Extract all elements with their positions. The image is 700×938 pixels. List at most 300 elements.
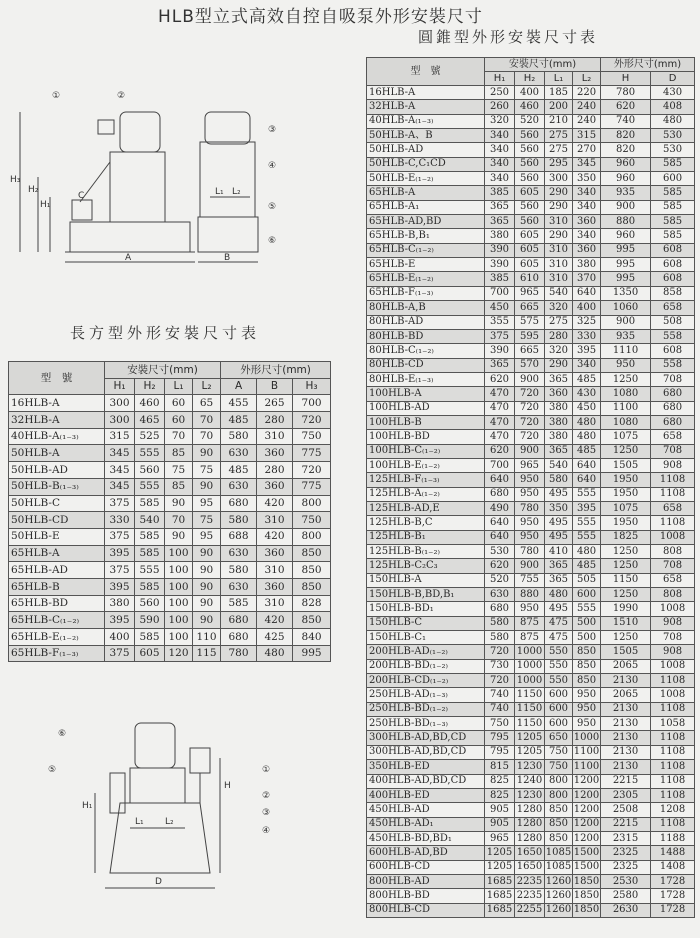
value-cell: 965 — [485, 831, 515, 845]
model-cell: 125HLB-B,C — [367, 516, 485, 530]
model-cell: 50HLB-B₍₁₋₃₎ — [9, 478, 105, 495]
value-cell: 325 — [573, 315, 601, 329]
value-cell: 720 — [485, 645, 515, 659]
value-cell: 240 — [573, 100, 601, 114]
value-cell: 1505 — [601, 458, 651, 472]
value-cell: 580 — [545, 473, 573, 487]
model-cell: 65HLB-B,B₁ — [367, 229, 485, 243]
model-cell: 100HLB-BD — [367, 430, 485, 444]
value-cell: 555 — [573, 530, 601, 544]
model-cell: 150HLB-C — [367, 616, 485, 630]
value-cell: 375 — [105, 562, 135, 579]
value-cell: 290 — [545, 358, 573, 372]
table-row — [367, 516, 695, 530]
value-cell: 555 — [135, 562, 165, 579]
model-cell: 65HLB-F₍₁₋₃₎ — [367, 286, 485, 300]
value-cell: 580 — [485, 631, 515, 645]
value-cell: 905 — [485, 803, 515, 817]
model-cell: 50HLB-E₍₁₋₂₎ — [367, 172, 485, 186]
table-row — [367, 645, 695, 659]
label-h3: H₃ — [10, 175, 21, 185]
value-cell: 995 — [601, 258, 651, 272]
model-cell: 65HLB-C₍₁₋₂₎ — [367, 243, 485, 257]
value-cell: 65 — [193, 395, 221, 412]
value-cell: 1240 — [515, 774, 545, 788]
table-row — [367, 731, 695, 745]
value-cell: 95 — [193, 528, 221, 545]
value-cell: 640 — [485, 473, 515, 487]
callout-6: ⑥ — [268, 236, 277, 246]
value-cell: 900 — [515, 372, 545, 386]
value-cell: 1230 — [515, 788, 545, 802]
value-cell: 605 — [515, 243, 545, 257]
value-cell: 908 — [651, 458, 695, 472]
value-cell: 1000 — [515, 659, 545, 673]
value-cell: 950 — [601, 358, 651, 372]
value-cell: 2235 — [515, 889, 545, 903]
value-cell: 500 — [573, 631, 601, 645]
model-cell: 65HLB-BD — [9, 595, 105, 612]
value-cell: 320 — [485, 114, 515, 128]
value-cell: 680 — [485, 602, 515, 616]
subheader-cell: H₁ — [105, 378, 135, 395]
value-cell: 585 — [651, 157, 695, 171]
value-cell: 485 — [221, 412, 257, 429]
table-row — [367, 487, 695, 501]
value-cell: 360 — [573, 243, 601, 257]
value-cell: 795 — [485, 745, 515, 759]
value-cell: 960 — [601, 229, 651, 243]
value-cell: 360 — [573, 215, 601, 229]
model-cell: 100HLB-AD — [367, 401, 485, 415]
model-cell: 150HLB-BD₁ — [367, 602, 485, 616]
value-cell: 585 — [651, 200, 695, 214]
page-title: HLB型立式高效自控自吸泵外形安裝尺寸 — [158, 7, 483, 27]
value-cell: 600 — [545, 688, 573, 702]
model-cell: 65HLB-A₁ — [367, 200, 485, 214]
value-cell: 620 — [485, 372, 515, 386]
value-cell: 680 — [485, 487, 515, 501]
label-a: A — [125, 253, 132, 263]
value-cell: 1505 — [601, 645, 651, 659]
table-row — [367, 186, 695, 200]
value-cell: 560 — [515, 172, 545, 186]
value-cell: 430 — [573, 387, 601, 401]
value-cell: 658 — [651, 301, 695, 315]
table-row — [367, 874, 695, 888]
value-cell: 70 — [193, 412, 221, 429]
label-b: B — [224, 253, 231, 263]
table-row — [367, 702, 695, 716]
model-cell: 125HLB-B₍₁₋₂₎ — [367, 545, 485, 559]
value-cell: 780 — [515, 545, 545, 559]
value-cell: 680 — [651, 415, 695, 429]
value-cell: 1850 — [573, 903, 601, 917]
table-row — [367, 243, 695, 257]
value-cell: 580 — [485, 616, 515, 630]
value-cell: 700 — [485, 458, 515, 472]
value-cell: 275 — [545, 143, 573, 157]
value-cell: 100 — [165, 578, 193, 595]
subheader-cell: A — [221, 378, 257, 395]
table-row — [9, 595, 331, 612]
table-row — [367, 415, 695, 429]
value-cell: 1150 — [515, 717, 545, 731]
bottom-label-h1: H₁ — [82, 801, 93, 811]
value-cell: 495 — [545, 516, 573, 530]
value-cell: 610 — [515, 272, 545, 286]
value-cell: 345 — [105, 478, 135, 495]
value-cell: 815 — [485, 760, 515, 774]
value-cell: 608 — [651, 344, 695, 358]
value-cell: 708 — [651, 631, 695, 645]
value-cell: 90 — [165, 495, 193, 512]
value-cell: 340 — [573, 186, 601, 200]
value-cell: 630 — [485, 588, 515, 602]
table-row — [367, 501, 695, 515]
value-cell: 1000 — [515, 674, 545, 688]
value-cell: 2530 — [601, 874, 651, 888]
table-row — [367, 588, 695, 602]
model-cell: 50HLB-E — [9, 528, 105, 545]
value-cell: 1000 — [573, 731, 601, 745]
table-row — [367, 172, 695, 186]
model-cell: 65HLB-B — [9, 578, 105, 595]
value-cell: 828 — [293, 595, 331, 612]
value-cell: 505 — [573, 573, 601, 587]
value-cell: 875 — [515, 631, 545, 645]
value-cell: 720 — [293, 412, 331, 429]
value-cell: 295 — [545, 157, 573, 171]
value-cell: 1950 — [601, 516, 651, 530]
label-h1: H₁ — [40, 200, 51, 210]
value-cell: 290 — [545, 229, 573, 243]
value-cell: 740 — [485, 702, 515, 716]
value-cell: 880 — [515, 588, 545, 602]
value-cell: 608 — [651, 272, 695, 286]
value-cell: 280 — [545, 329, 573, 343]
value-cell: 1850 — [573, 874, 601, 888]
model-cell: 250HLB-AD₍₁₋₃₎ — [367, 688, 485, 702]
value-cell: 540 — [135, 512, 165, 529]
value-cell: 90 — [165, 528, 193, 545]
value-cell: 315 — [105, 428, 135, 445]
value-cell: 1260 — [545, 903, 573, 917]
value-cell: 900 — [601, 315, 651, 329]
value-cell: 640 — [485, 516, 515, 530]
value-cell: 585 — [135, 528, 165, 545]
value-cell: 1205 — [485, 860, 515, 874]
value-cell: 400 — [515, 86, 545, 100]
value-cell: 390 — [485, 243, 515, 257]
model-cell: 50HLB-C,C₁CD — [367, 157, 485, 171]
value-cell: 340 — [573, 229, 601, 243]
value-cell: 2630 — [601, 903, 651, 917]
value-cell: 310 — [545, 272, 573, 286]
value-cell: 585 — [651, 186, 695, 200]
value-cell: 345 — [105, 445, 135, 462]
value-cell: 1188 — [651, 831, 695, 845]
table-row — [367, 358, 695, 372]
value-cell: 1008 — [651, 602, 695, 616]
model-cell: 50HLB-A、B — [367, 129, 485, 143]
value-cell: 1728 — [651, 903, 695, 917]
value-cell: 1100 — [573, 745, 601, 759]
model-cell: 65HLB-A — [9, 545, 105, 562]
value-cell: 60 — [165, 395, 193, 412]
value-cell: 1260 — [545, 874, 573, 888]
value-cell: 530 — [651, 143, 695, 157]
bottom-diagram-labels — [48, 729, 270, 887]
value-cell: 800 — [545, 788, 573, 802]
value-cell: 1250 — [601, 631, 651, 645]
value-cell: 608 — [651, 243, 695, 257]
value-cell: 908 — [651, 645, 695, 659]
value-cell: 680 — [221, 495, 257, 512]
value-cell: 120 — [165, 645, 193, 662]
value-cell: 1150 — [515, 688, 545, 702]
table-row — [9, 395, 331, 412]
bottom-callout-3: ③ — [262, 808, 271, 818]
table-row — [367, 430, 695, 444]
value-cell: 370 — [573, 272, 601, 286]
value-cell: 950 — [573, 702, 601, 716]
subheader-cell: L₁ — [545, 72, 573, 86]
value-cell: 75 — [165, 462, 193, 479]
value-cell: 340 — [573, 358, 601, 372]
table-row — [9, 528, 331, 545]
value-cell: 345 — [105, 462, 135, 479]
value-cell: 360 — [257, 545, 293, 562]
value-cell: 600 — [651, 172, 695, 186]
value-cell: 1200 — [573, 803, 601, 817]
value-cell: 1205 — [515, 731, 545, 745]
value-cell: 1008 — [651, 659, 695, 673]
value-cell: 2065 — [601, 659, 651, 673]
model-cell: 150HLB-A — [367, 573, 485, 587]
value-cell: 385 — [485, 272, 515, 286]
value-cell: 300 — [545, 172, 573, 186]
table-row — [9, 412, 331, 429]
model-cell: 16HLB-A — [9, 395, 105, 412]
value-cell: 470 — [485, 401, 515, 415]
value-cell: 450 — [573, 401, 601, 415]
table-row — [9, 612, 331, 629]
value-cell: 720 — [515, 401, 545, 415]
value-cell: 850 — [293, 562, 331, 579]
value-cell: 1250 — [601, 444, 651, 458]
table-row — [367, 272, 695, 286]
value-cell: 740 — [485, 688, 515, 702]
table-row — [367, 860, 695, 874]
model-cell: 16HLB-A — [367, 86, 485, 100]
value-cell: 375 — [105, 528, 135, 545]
value-cell: 310 — [545, 215, 573, 229]
value-cell: 900 — [515, 444, 545, 458]
table-row — [9, 578, 331, 595]
value-cell: 365 — [545, 573, 573, 587]
bottom-callout-5: ⑤ — [48, 765, 57, 775]
value-cell: 585 — [651, 229, 695, 243]
table-row — [367, 674, 695, 688]
value-cell: 600 — [545, 702, 573, 716]
value-cell: 350 — [545, 501, 573, 515]
value-cell: 900 — [515, 559, 545, 573]
value-cell: 380 — [545, 430, 573, 444]
value-cell: 470 — [485, 415, 515, 429]
value-cell: 700 — [485, 286, 515, 300]
table-row — [367, 157, 695, 171]
model-cell: 800HLB-BD — [367, 889, 485, 903]
model-cell: 50HLB-AD — [9, 462, 105, 479]
value-cell: 640 — [573, 473, 601, 487]
table-row — [367, 401, 695, 415]
subheader-cell: L₁ — [165, 378, 193, 395]
value-cell: 1685 — [485, 889, 515, 903]
value-cell: 780 — [515, 501, 545, 515]
label-l2: L₂ — [232, 187, 241, 197]
value-cell: 85 — [165, 478, 193, 495]
value-cell: 70 — [165, 428, 193, 445]
value-cell: 1250 — [601, 372, 651, 386]
value-cell: 100 — [165, 545, 193, 562]
model-cell: 80HLB-A,B — [367, 301, 485, 315]
model-cell: 600HLB-CD — [367, 860, 485, 874]
value-cell: 850 — [573, 674, 601, 688]
value-cell: 850 — [293, 612, 331, 629]
value-cell: 680 — [651, 387, 695, 401]
value-cell: 90 — [193, 562, 221, 579]
value-cell: 1200 — [573, 788, 601, 802]
value-cell: 658 — [651, 501, 695, 515]
value-cell: 480 — [545, 588, 573, 602]
table-row — [367, 616, 695, 630]
table-row — [367, 745, 695, 759]
value-cell: 1250 — [601, 588, 651, 602]
value-cell: 90 — [193, 612, 221, 629]
value-cell: 480 — [257, 645, 293, 662]
value-cell: 100 — [165, 595, 193, 612]
value-cell: 800 — [545, 774, 573, 788]
value-cell: 640 — [573, 458, 601, 472]
value-cell: 280 — [257, 412, 293, 429]
value-cell: 658 — [651, 573, 695, 587]
value-cell: 600 — [573, 588, 601, 602]
subheader-cell: H₂ — [135, 378, 165, 395]
value-cell: 555 — [135, 445, 165, 462]
table-row — [9, 645, 331, 662]
value-cell: 100 — [165, 629, 193, 646]
table-row — [367, 631, 695, 645]
value-cell: 858 — [651, 286, 695, 300]
model-cell: 800HLB-AD — [367, 874, 485, 888]
value-cell: 720 — [515, 387, 545, 401]
value-cell: 555 — [135, 478, 165, 495]
table-row — [367, 573, 695, 587]
subheader-cell: D — [651, 72, 695, 86]
value-cell: 950 — [515, 473, 545, 487]
table-row — [367, 659, 695, 673]
value-cell: 850 — [293, 545, 331, 562]
value-cell: 460 — [135, 395, 165, 412]
value-cell: 460 — [515, 100, 545, 114]
value-cell: 950 — [573, 688, 601, 702]
value-cell: 560 — [515, 157, 545, 171]
value-cell: 330 — [573, 329, 601, 343]
value-cell: 630 — [221, 545, 257, 562]
value-cell: 605 — [515, 258, 545, 272]
value-cell: 1208 — [651, 803, 695, 817]
value-cell: 750 — [545, 745, 573, 759]
value-cell: 950 — [515, 487, 545, 501]
value-cell: 1200 — [573, 817, 601, 831]
value-cell: 995 — [293, 645, 331, 662]
header-model: 型 號 — [367, 58, 485, 86]
value-cell: 1685 — [485, 874, 515, 888]
value-cell: 1850 — [573, 889, 601, 903]
value-cell: 708 — [651, 559, 695, 573]
label-l1: L₁ — [215, 187, 224, 197]
value-cell: 995 — [601, 243, 651, 257]
value-cell: 2580 — [601, 889, 651, 903]
value-cell: 110 — [193, 629, 221, 646]
value-cell: 1500 — [573, 860, 601, 874]
model-cell: 32HLB-A — [9, 412, 105, 429]
value-cell: 555 — [573, 602, 601, 616]
value-cell: 580 — [221, 512, 257, 529]
bottom-label-h: H — [224, 781, 231, 791]
model-cell: 80HLB-E₍₁₋₃₎ — [367, 372, 485, 386]
value-cell: 340 — [573, 200, 601, 214]
value-cell: 850 — [545, 831, 573, 845]
model-cell: 65HLB-E — [367, 258, 485, 272]
value-cell: 850 — [293, 578, 331, 595]
value-cell: 400 — [105, 629, 135, 646]
header-install: 安裝尺寸(mm) — [105, 362, 221, 379]
value-cell: 395 — [105, 578, 135, 595]
callout-5: ⑤ — [268, 202, 277, 212]
value-cell: 1280 — [515, 803, 545, 817]
value-cell: 950 — [515, 530, 545, 544]
value-cell: 1060 — [601, 301, 651, 315]
value-cell: 260 — [485, 100, 515, 114]
value-cell: 825 — [485, 788, 515, 802]
table-row — [367, 286, 695, 300]
model-cell: 125HLB-A₍₁₋₂₎ — [367, 487, 485, 501]
value-cell: 1075 — [601, 501, 651, 515]
value-cell: 530 — [485, 545, 515, 559]
value-cell: 1200 — [573, 831, 601, 845]
value-cell: 485 — [573, 372, 601, 386]
table-row — [367, 329, 695, 343]
value-cell: 550 — [545, 674, 573, 688]
value-cell: 1500 — [573, 846, 601, 860]
value-cell: 605 — [515, 229, 545, 243]
value-cell: 210 — [545, 114, 573, 128]
table-row — [367, 717, 695, 731]
value-cell: 2325 — [601, 860, 651, 874]
value-cell: 90 — [193, 578, 221, 595]
model-cell: 200HLB-AD₍₁₋₂₎ — [367, 645, 485, 659]
value-cell: 1108 — [651, 516, 695, 530]
value-cell: 1085 — [545, 860, 573, 874]
value-cell: 620 — [485, 444, 515, 458]
subheader-cell: L₂ — [573, 72, 601, 86]
value-cell: 995 — [601, 272, 651, 286]
value-cell: 555 — [573, 516, 601, 530]
model-cell: 350HLB-ED — [367, 760, 485, 774]
value-cell: 950 — [515, 516, 545, 530]
